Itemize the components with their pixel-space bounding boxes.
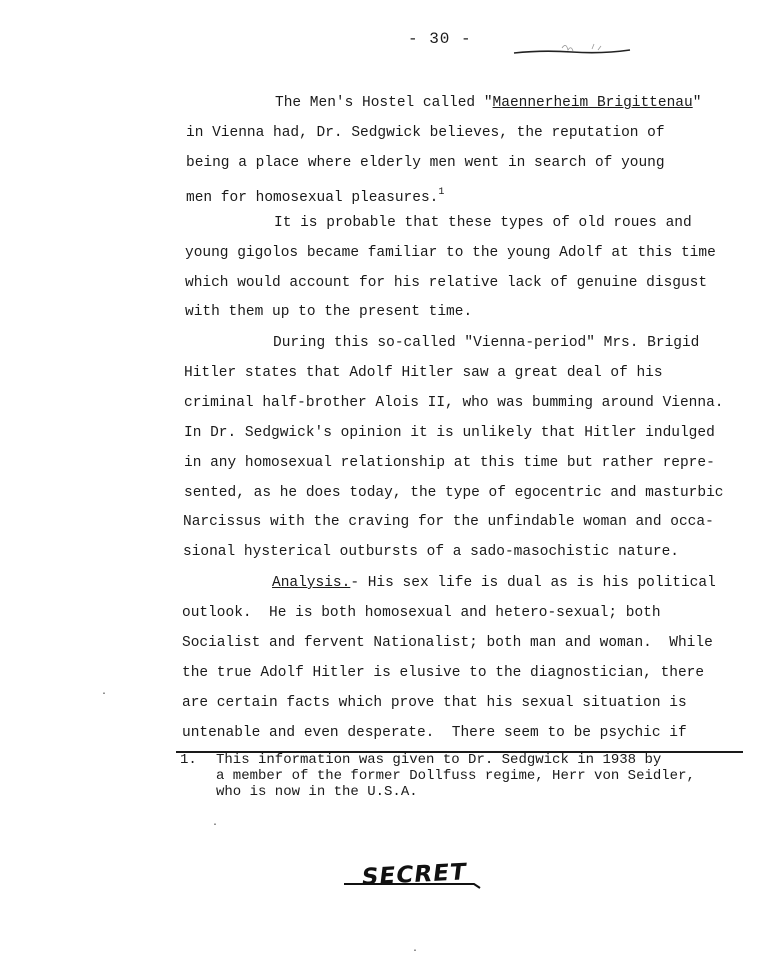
footnote-ref: 1: [438, 187, 445, 198]
hostel-name: Maennerheim Brigittenau: [492, 95, 693, 111]
p3-line-7: Narcissus with the craving for the unfindable woman and occa-: [183, 514, 714, 530]
p1-line-4: men for homosexual pleasures.$^1$: [186, 187, 445, 206]
p3-line-5: in any homosexual relationship at this time but rather repre-: [184, 455, 715, 471]
p3-line-1: During this so-called "Vienna-period" Mrs. Brigid: [273, 335, 700, 351]
p3-line-3: criminal half-brother Alois II, who was bumming around Vienna.: [184, 395, 724, 411]
p4-line-3: Socialist and fervent Nationalist; both man and woman. While: [182, 635, 713, 651]
p2-line-2: young gigolos became familiar to the young Adolf at this time: [185, 245, 716, 261]
footnote-line-1: This information was given to Dr. Sedgwick in 1938 by: [216, 752, 662, 768]
p1-line-3: being a place where elderly men went in search of young: [186, 155, 665, 171]
p1-line-1: The Men's Hostel called "Maennerheim Brigittenau": [275, 95, 702, 111]
p2-line-3: which would account for his relative lack of genuine disgust: [185, 275, 708, 291]
classification-stamp: [338, 858, 488, 898]
p4-line-2: outlook. He is both homosexual and hetero-sexual; both: [182, 605, 661, 621]
handwritten-scrawl-mark: [512, 40, 632, 60]
p4-line-1: Analysis.- His sex life is dual as is his political: [272, 575, 716, 591]
p3-line-2: Hitler states that Adolf Hitler saw a great deal of his: [184, 365, 663, 381]
p3-line-8: sional hysterical outbursts of a sado-masochistic nature.: [183, 544, 679, 560]
p2-line-4: with them up to the present time.: [185, 304, 473, 320]
p4-line-4: the true Adolf Hitler is elusive to the diagnostician, there: [182, 665, 705, 681]
footnote-marker: 1.: [180, 752, 197, 768]
p3-line-4: In Dr. Sedgwick's opinion it is unlikely that Hitler indulged: [184, 425, 715, 441]
stamp-strikethrough: [342, 878, 482, 892]
stamp-text: SECRET: [359, 859, 469, 891]
p3-line-6: sented, as he does today, the type of egocentric and masturbic: [184, 485, 724, 501]
page-number: - 30 -: [408, 30, 472, 48]
footnote-line-2: a member of the former Dollfuss regime, Herr von Seidler,: [216, 768, 695, 784]
p1-line-2: in Vienna had, Dr. Sedgwick believes, the reputation of: [186, 125, 665, 141]
p4-line-5: are certain facts which prove that his sexual situation is: [182, 695, 687, 711]
scan-speck: ·: [212, 820, 219, 831]
p2-line-1: It is probable that these types of old roues and: [274, 215, 692, 231]
scan-speck: ·: [101, 689, 108, 700]
analysis-heading: Analysis.: [272, 575, 351, 591]
footnote-line-3: who is now in the U.S.A.: [216, 784, 418, 800]
p4-line-6: untenable and even desperate. There seem to be psychic if: [182, 725, 687, 741]
scan-speck: ·: [412, 946, 419, 957]
